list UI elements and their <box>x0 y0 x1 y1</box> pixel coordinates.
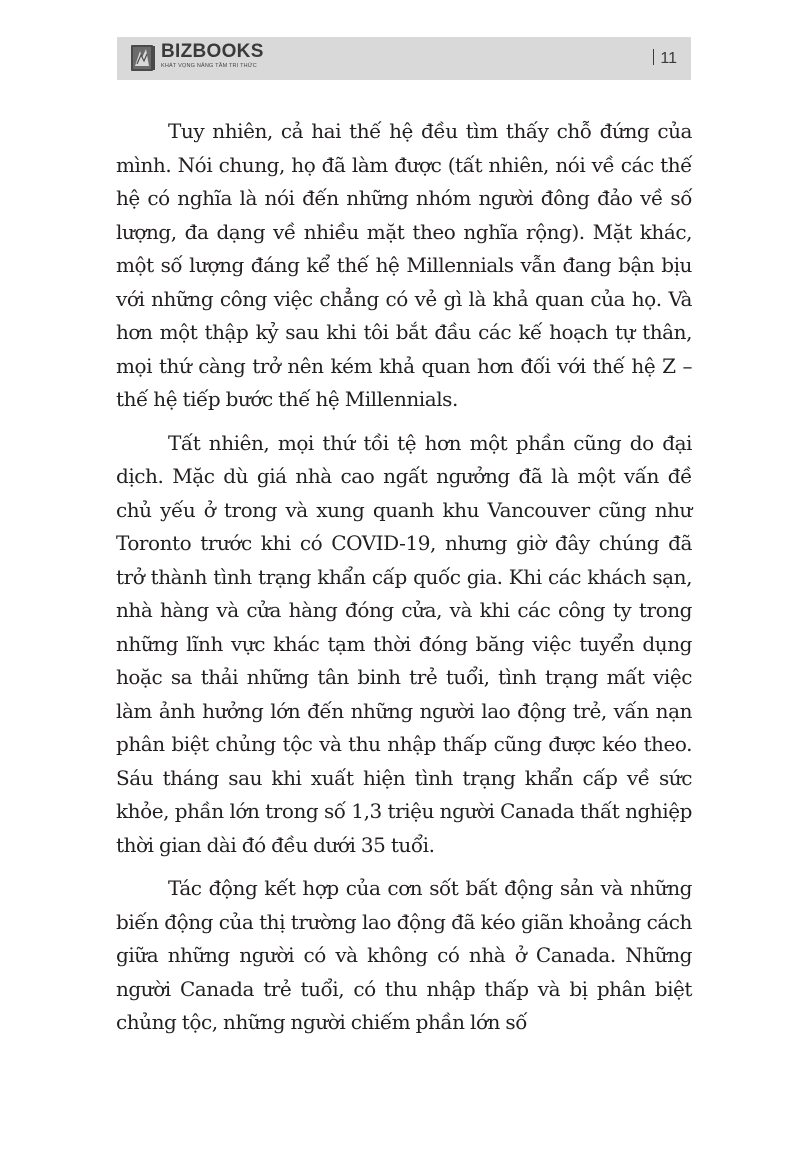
body-text <box>116 115 692 1050</box>
paragraph: Tất nhiên, mọi thứ tồi tệ hơn một phần cũng do đại dịch. Mặc dù giá nhà cao ngất ngưởng đã là một vấn đề chủ yếu ở trong và xung quanh khu Vancouver cũng như Toronto trước khi có COVID-19, nhưng giờ đây chúng đã trở thành tình trạng khẩn cấp quốc gia. Khi các khách sạn, nhà hàng và cửa hàng đóng cửa, và khi các công ty trong những lĩnh vực khác tạm thời đóng băng việc tuyển dụng hoặc sa thải những tân binh trẻ tuổi, tình trạng mất việc làm ảnh hưởng lớn đến những người lao động trẻ, vấn nạn phân biệt chủng tộc và thu nhập thấp cũng được kéo theo. Sáu tháng sau khi xuất hiện tình trạng khẩn cấp về sức khỏe, phần lớn trong số 1,3 triệu người Canada thất nghiệp thời gian dài đó đều dưới 35 tuổi. <box>116 430 692 857</box>
page-number-separator <box>653 49 654 65</box>
page-number-value: 11 <box>660 50 677 67</box>
brand-tagline: KHÁT VỌNG NÂNG TẦM TRI THỨC <box>161 63 257 69</box>
brand-name: BIZBOOKS <box>161 41 264 62</box>
bizbooks-logo-icon <box>129 42 157 74</box>
running-header <box>117 37 691 80</box>
paragraph: Tác động kết hợp của cơn sốt bất động sản và những biến động của thị trường lao động đã kéo giãn khoảng cách giữa những người có và không có nhà ở Canada. Những người Canada trẻ tuổi, có thu nhập thấp và bị phân biệt chủng tộc, những người chiếm phần lớn số <box>116 876 692 1034</box>
page-number <box>653 49 677 68</box>
paragraph: Tuy nhiên, cả hai thế hệ đều tìm thấy chỗ đứng của mình. Nói chung, họ đã làm được (tất nhiên, nói về các thế hệ có nghĩa là nói đến những nhóm người đông đảo về số lượng, đa dạng về nhiều mặt theo nghĩa rộng). Mặt khác, một số lượng đáng kể thế hệ Millennials vẫn đang bận bịu với những công việc chẳng có vẻ gì là khả quan của họ. Và hơn một thập kỷ sau khi tôi bắt đầu các kế hoạch tự thân, mọi thứ càng trở nên kém khả quan hơn đối với thế hệ Z – thế hệ tiếp bước thế hệ Millennials. <box>116 119 692 411</box>
